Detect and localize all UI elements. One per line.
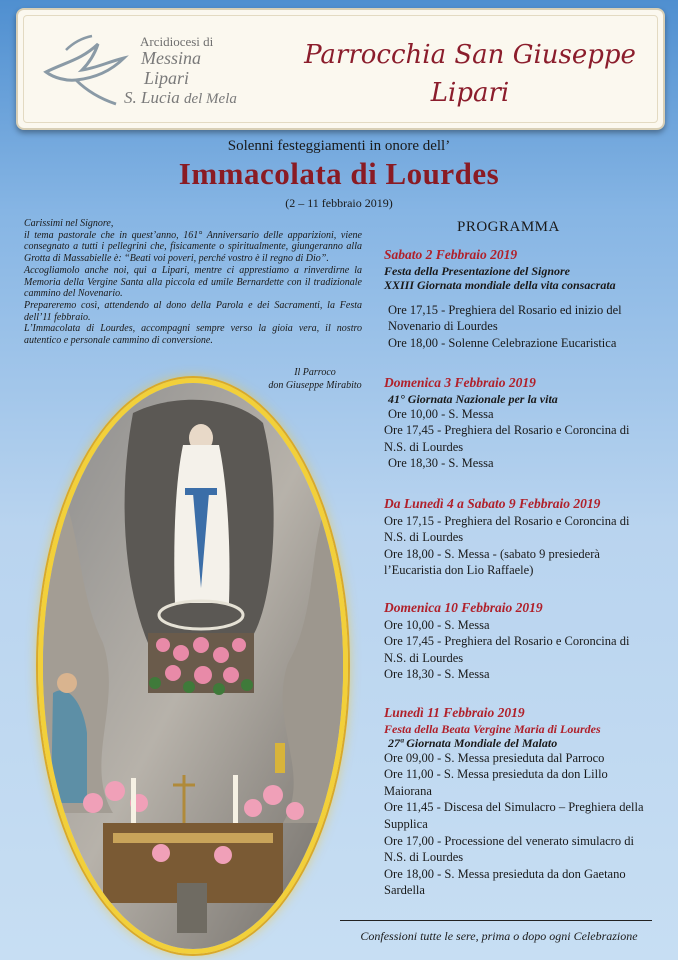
program-day-4: [384, 600, 654, 683]
letter-paragraph: Accogliamolo anche noi, qui a Lipari, mentre ci apprestiamo a rinverdirne la Memoria della Vergine Santa alla piccola ed umile Bernardette con il tradizionale cammino del Novenario.: [24, 264, 362, 300]
logo-line-3: Lipari: [144, 68, 190, 88]
event-line: Ore 11,45 - Discesa del Simulacro – Preghiera della Supplica: [384, 800, 644, 831]
event-line: Ore 18,00 - S. Messa - (sabato 9 presiederà l’Eucaristia don Lio Raffaele): [384, 546, 600, 578]
logo-line-4b: del Mela: [183, 91, 237, 107]
header-card: [16, 8, 665, 130]
signature-role: Il Parroco: [294, 367, 336, 378]
pastoral-letter: [24, 218, 362, 347]
archdiocese-logo: [36, 32, 256, 122]
event-line: Ore 17,00 - Processione del venerato simulacro di N.S. di Lourdes: [384, 833, 634, 865]
event-line: Ore 18,30 - S. Messa: [388, 456, 494, 471]
page-title: Immacolata di Lourdes: [178, 156, 500, 191]
letter-paragraph: L’Immacolata di Lourdes, accompagni sempre verso la gioia vera, il nostro autentico e personale cammino di conversione.: [24, 323, 362, 347]
event-line: Ore 18,00 - Solenne Celebrazione Eucaristica: [388, 335, 617, 350]
event-line: Ore 18,00 - S. Messa presieduta da don Gaetano Sardella: [384, 866, 626, 898]
letter-paragraph: il tema pastorale che in quest’anno, 161° Anniversario delle apparizioni, viene consegnato a tutti i pellegrini che, fisicamente o spiritualmente, giungeranno alla Grotta di Massabielle è: “Beati voi poveri, perché vostro è il regno di Dio”.: [24, 229, 362, 265]
grotto-illustration: [43, 383, 343, 949]
event-line: Ore 10,00 - S. Messa: [384, 617, 490, 632]
parish-name-line-1: Parrocchia San Giuseppe: [304, 40, 636, 70]
feast-line: XXIII Giornata mondiale della vita consacrata: [384, 277, 616, 292]
signature-name: don Giuseppe Mirabito: [268, 380, 362, 391]
event-line: Ore 11,00 - S. Messa presieduta da don Lillo Maiorana: [384, 767, 608, 798]
logo-line-2: Messina: [141, 48, 201, 68]
feast-line: Festa della Beata Vergine Maria di Lourdes: [384, 721, 601, 736]
day-heading: Lunedì 11 Febbraio 2019: [384, 705, 525, 720]
letter-paragraph: Carissimi nel Signore,: [24, 218, 114, 229]
day-heading: Sabato 2 Febbraio 2019: [384, 247, 518, 262]
day-heading: Domenica 10 Febbraio 2019: [384, 600, 543, 615]
feast-line: 27ª Giornata Mondiale del Malato: [388, 735, 558, 750]
program-day-3: [384, 496, 654, 579]
grotto-image: [38, 378, 348, 954]
letter-paragraph: Prepareremo così, attendendo al dono della Parola e dei Sacramenti, la Festa dell’11 febbraio.: [24, 299, 362, 323]
day-heading: Da Lunedì 4 a Sabato 9 Febbraio 2019: [384, 496, 601, 511]
feast-line: Festa della Presentazione del Signore: [384, 263, 570, 278]
logo-line-4a: S. Lucia: [124, 88, 180, 107]
program-day-2: [384, 375, 654, 472]
parish-name-line-2: Lipari: [430, 78, 510, 108]
date-range: (2 – 11 febbraio 2019): [285, 196, 393, 210]
feast-line: 41° Giornata Nazionale per la vita: [388, 391, 558, 406]
event-line: Ore 17,45 - Preghiera del Rosario e Coroncina di N.S. di Lourdes: [384, 634, 630, 665]
event-line: Ore 17,45 - Preghiera del Rosario e Coroncina di N.S. di Lourdes: [384, 423, 630, 454]
day-heading: Domenica 3 Febbraio 2019: [384, 375, 536, 390]
footer-note: Confessioni tutte le sere, prima o dopo ogni Celebrazione: [360, 929, 638, 943]
event-line: Ore 09,00 - S. Messa presieduta dal Parroco: [384, 750, 605, 765]
event-line: Ore 18,30 - S. Messa: [384, 667, 490, 682]
programma-heading: PROGRAMMA: [457, 219, 560, 235]
logo-line-1: Arcidiocesi di: [140, 34, 214, 49]
intro-line: Solenni festeggiamenti in onore dell’: [227, 138, 451, 154]
program-day-5: [384, 705, 654, 899]
event-line: Ore 10,00 - S. Messa: [388, 406, 494, 421]
footer-divider: [340, 920, 652, 921]
program-day-1: [384, 247, 654, 351]
parish-name: [280, 36, 660, 112]
event-line: Ore 17,15 - Preghiera del Rosario e Coroncina di N.S. di Lourdes: [384, 513, 630, 545]
logo-line-4: [124, 88, 237, 108]
event-line: Ore 17,15 - Preghiera del Rosario ed inizio del Novenario di Lourdes: [388, 302, 622, 334]
